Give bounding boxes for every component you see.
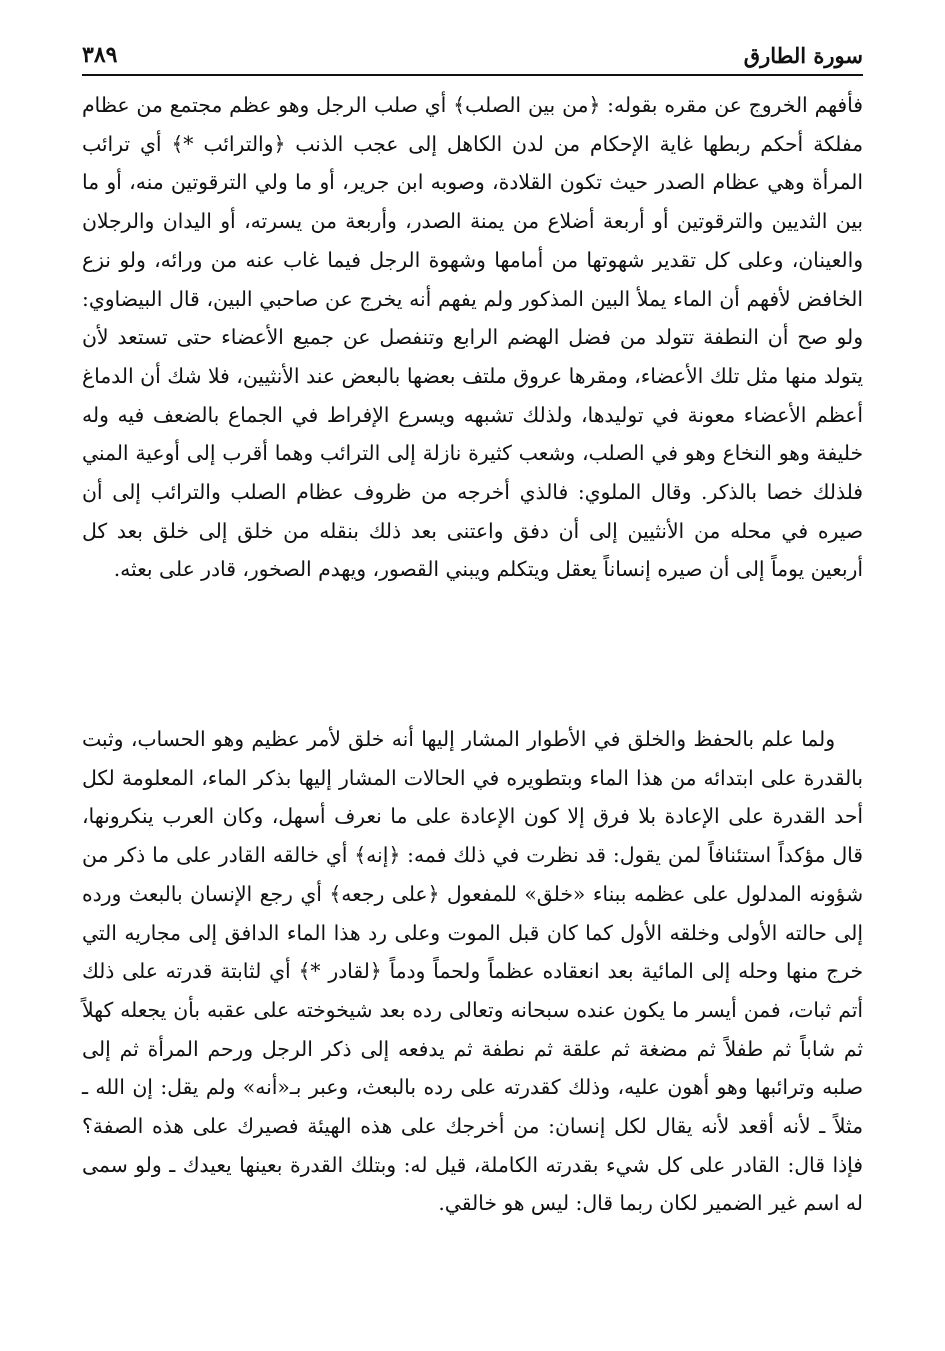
paragraph-1-text: فأفهم الخروج عن مقره بقوله: ﴿من بين الصلب﴾ أي صلب الرجل وهو عظم مجتمع من عظام مفلكة أحكم ربطها غاية الإحكام من لدن الكاهل إلى عجب الذنب ﴿والترائب *﴾ أي ترائب المرأة وهي عظام الصدر حيث تكون القلادة، وصوبه ابن جرير، أو ما ولي الترقوتين منه، أو ما بين الثديين والترقوتين أو أربعة أضلاع من يمنة الصدر، وأربعة من يسرته، أو اليدان والرجلان والعينان، وعلى كل تقدير شهوتها من أمامها وشهوة الرجل فيما غاب عنه من ورائه، ولو نزع الخافض لأفهم أن الماء يملأ البين المذكور ولم يفهم أنه يخرج عن صاحبي البين، قال البيضاوي: ولو صح أن النطفة تتولد من فضل الهضم الرابع وتنفصل عن جميع الأعضاء حتى تستعد لأن يتولد منها مثل تلك الأعضاء، ومقرها عروق ملتف بعضها بالبعض عند الأنثيين، فلا شك أن الدماغ أعظم الأعضاء معونة في توليدها، ولذلك تشبهه ويسرع الإفراط في الجماع بالضعف فيه وله خليفة وهو النخاع وهو في الصلب، وشعب كثيرة نازلة إلى الترائب وهما أقرب إلى أوعية المني فلذلك خصا بالذكر. وقال الملوي: فالذي أخرجه من ظروف عظام الصلب والترائب إلى أن صيره في محله من الأنثيين إلى أن دفق واعتنى بعد ذلك بنقله من خلق إلى خلق بعد كل أربعين يوماً إلى أن صيره إنساناً يعقل ويتكلم ويبني القصور، ويهدم الصخور، قادر على بعثه. (82, 93, 863, 582)
surah-title: سورة الطارق (743, 43, 863, 68)
page-header (82, 28, 863, 76)
paragraph-2-text: ولما علم بالحفظ والخلق في الأطوار المشار إليها أنه خلق لأمر عظيم وهو الحساب، وثبت بالقدرة على ابتدائه من هذا الماء وبتطويره في الحالات المشار إليها بذكر الماء، المعلومة لكل أحد القدرة على الإعادة بلا فرق إلا كون الإعادة على ما نعرف أسهل، وكان العرب ينكرونها، قال مؤكداً استئنافاً لمن يقول: قد نظرت في ذلك فمه: ﴿إنه﴾ أي خالقه القادر على ما ذكر من شؤونه المدلول على عظمه ببناء «خلق» للمفعول ﴿على رجعه﴾ أي رجع الإنسان بالبعث ورده إلى حالته الأولى وخلقه الأول كما كان قبل الموت وعلى رد هذا الماء الدافق إلى مجاريه التي خرج منها وحله إلى المائية بعد انعقاده عظماً ولحماً ودماً ﴿لقادر *﴾ أي لثابتة قدرته على ذلك أتم ثبات، فمن أيسر ما يكون عنده سبحانه وتعالى رده بعد شيخوخته على عقبه بأن يجعله كهلاً ثم شاباً ثم طفلاً ثم مضغة ثم علقة ثم نطفة ثم يدفعه إلى ذكر الرجل ورحم المرأة ثم إلى صلبه وترائبها وهو أهون عليه، وذلك كقدرته على رده بالبعث، وعبر بـ«أنه» ولم يقل: إن الله ـ مثلاً ـ لأنه أقعد لأنه يقال لكل إنسان: من أخرجك على هذه الهيئة فصيرك على هذه الصفة؟ فإذا قال: القادر على كل شيء بقدرته الكاملة، قيل له: وبتلك القدرة بعينها يعيدك ـ ولو سمى له اسم غير الضمير لكان ربما قال: ليس هو خالقي. (82, 727, 863, 1216)
paragraph-1 (82, 86, 863, 589)
page-number: ٣٨٩ (82, 42, 118, 68)
paragraph-2 (82, 720, 863, 1223)
